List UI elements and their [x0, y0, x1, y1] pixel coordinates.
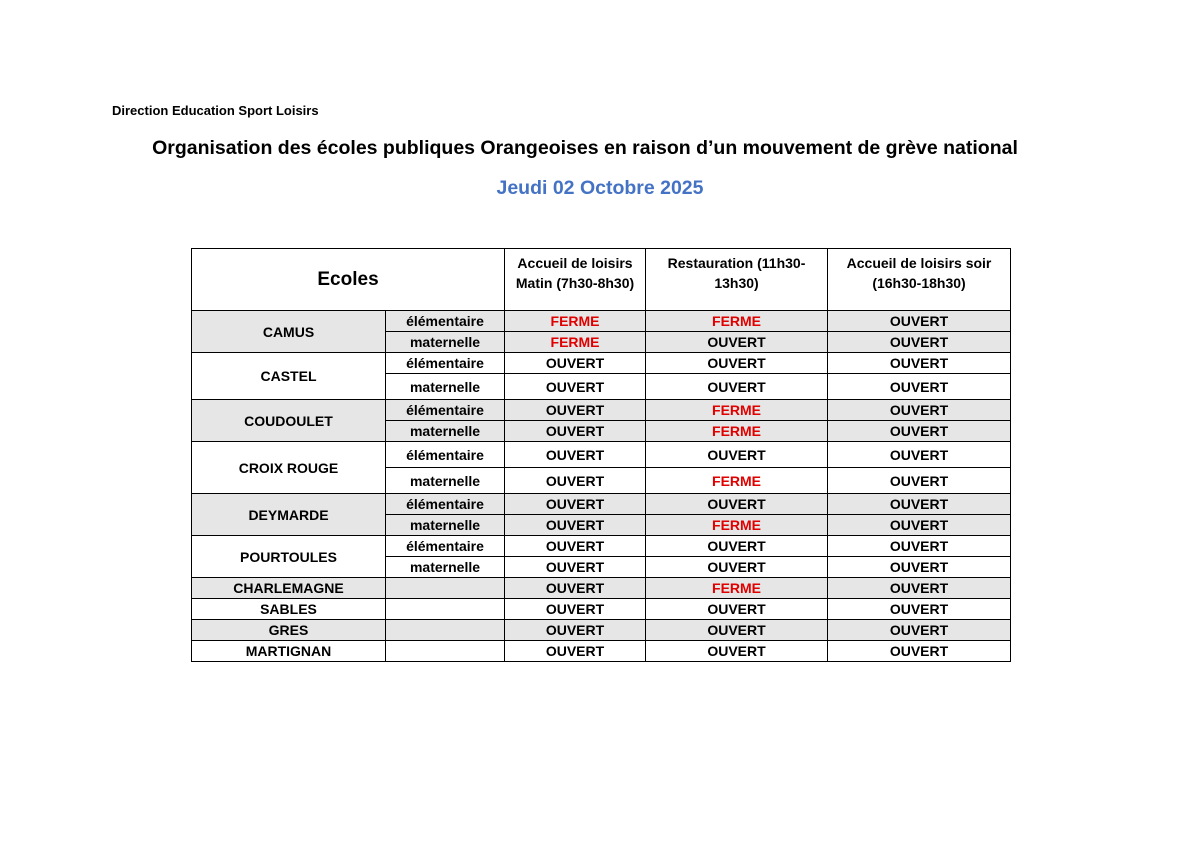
status-matin: OUVERT — [505, 620, 646, 641]
school-name: SABLES — [192, 599, 386, 620]
status-restauration: OUVERT — [646, 641, 828, 662]
status-soir: OUVERT — [828, 374, 1011, 400]
status-restauration: OUVERT — [646, 599, 828, 620]
column-header-ecoles: Ecoles — [192, 249, 505, 311]
column-header-matin: Accueil de loisirs Matin (7h30-8h30) — [505, 249, 646, 311]
table-row — [192, 400, 1011, 421]
status-soir: OUVERT — [828, 332, 1011, 353]
status-restauration: FERME — [646, 578, 828, 599]
school-type — [386, 620, 505, 641]
school-type: maternelle — [386, 468, 505, 494]
school-type: élémentaire — [386, 494, 505, 515]
table-body — [192, 311, 1011, 662]
table-row — [192, 641, 1011, 662]
status-restauration: FERME — [646, 515, 828, 536]
status-matin: OUVERT — [505, 599, 646, 620]
status-restauration: OUVERT — [646, 620, 828, 641]
status-matin: OUVERT — [505, 641, 646, 662]
status-restauration: OUVERT — [646, 557, 828, 578]
column-header-restauration: Restauration (11h30-13h30) — [646, 249, 828, 311]
school-type: élémentaire — [386, 442, 505, 468]
table-row — [192, 599, 1011, 620]
status-matin: OUVERT — [505, 557, 646, 578]
page-date: Jeudi 02 Octobre 2025 — [496, 177, 704, 199]
school-type: élémentaire — [386, 311, 505, 332]
status-soir: OUVERT — [828, 620, 1011, 641]
status-matin: OUVERT — [505, 494, 646, 515]
status-matin: OUVERT — [505, 515, 646, 536]
column-header-soir: Accueil de loisirs soir (16h30-18h30) — [828, 249, 1011, 311]
table-row — [192, 353, 1011, 374]
status-soir: OUVERT — [828, 641, 1011, 662]
status-soir: OUVERT — [828, 421, 1011, 442]
status-soir: OUVERT — [828, 442, 1011, 468]
status-soir: OUVERT — [828, 353, 1011, 374]
table-row — [192, 311, 1011, 332]
status-restauration: FERME — [646, 400, 828, 421]
school-type: élémentaire — [386, 400, 505, 421]
school-name: GRES — [192, 620, 386, 641]
status-soir: OUVERT — [828, 515, 1011, 536]
status-restauration: OUVERT — [646, 374, 828, 400]
status-matin: OUVERT — [505, 578, 646, 599]
school-name: CHARLEMAGNE — [192, 578, 386, 599]
school-type: maternelle — [386, 421, 505, 442]
school-name: CROIX ROUGE — [192, 442, 386, 494]
table-row — [192, 536, 1011, 557]
status-matin: OUVERT — [505, 353, 646, 374]
status-soir: OUVERT — [828, 557, 1011, 578]
school-type: élémentaire — [386, 536, 505, 557]
schools-table — [191, 248, 1011, 662]
status-restauration: FERME — [646, 311, 828, 332]
table-row — [192, 442, 1011, 468]
status-matin: OUVERT — [505, 400, 646, 421]
school-type — [386, 599, 505, 620]
status-soir: OUVERT — [828, 599, 1011, 620]
table-row — [192, 620, 1011, 641]
status-matin: OUVERT — [505, 468, 646, 494]
school-type — [386, 578, 505, 599]
status-soir: OUVERT — [828, 536, 1011, 557]
school-type: maternelle — [386, 557, 505, 578]
school-name: POURTOULES — [192, 536, 386, 578]
school-name: DEYMARDE — [192, 494, 386, 536]
status-soir: OUVERT — [828, 311, 1011, 332]
status-matin: FERME — [505, 332, 646, 353]
status-restauration: OUVERT — [646, 332, 828, 353]
school-type: élémentaire — [386, 353, 505, 374]
status-restauration: OUVERT — [646, 494, 828, 515]
status-restauration: OUVERT — [646, 353, 828, 374]
status-soir: OUVERT — [828, 494, 1011, 515]
school-type: maternelle — [386, 374, 505, 400]
school-name: MARTIGNAN — [192, 641, 386, 662]
status-restauration: FERME — [646, 468, 828, 494]
status-matin: OUVERT — [505, 374, 646, 400]
school-type: maternelle — [386, 515, 505, 536]
status-matin: OUVERT — [505, 442, 646, 468]
school-name: CASTEL — [192, 353, 386, 400]
status-soir: OUVERT — [828, 468, 1011, 494]
status-matin: FERME — [505, 311, 646, 332]
department-label: Direction Education Sport Loisirs — [112, 103, 319, 118]
status-soir: OUVERT — [828, 578, 1011, 599]
school-type: maternelle — [386, 332, 505, 353]
table-row — [192, 494, 1011, 515]
school-name: CAMUS — [192, 311, 386, 353]
status-matin: OUVERT — [505, 536, 646, 557]
status-soir: OUVERT — [828, 400, 1011, 421]
school-type — [386, 641, 505, 662]
school-name: COUDOULET — [192, 400, 386, 442]
status-restauration: OUVERT — [646, 536, 828, 557]
status-matin: OUVERT — [505, 421, 646, 442]
status-restauration: FERME — [646, 421, 828, 442]
status-restauration: OUVERT — [646, 442, 828, 468]
page-title: Organisation des écoles publiques Orangeoises en raison d’un mouvement de grève national — [152, 137, 1018, 159]
table-row — [192, 578, 1011, 599]
